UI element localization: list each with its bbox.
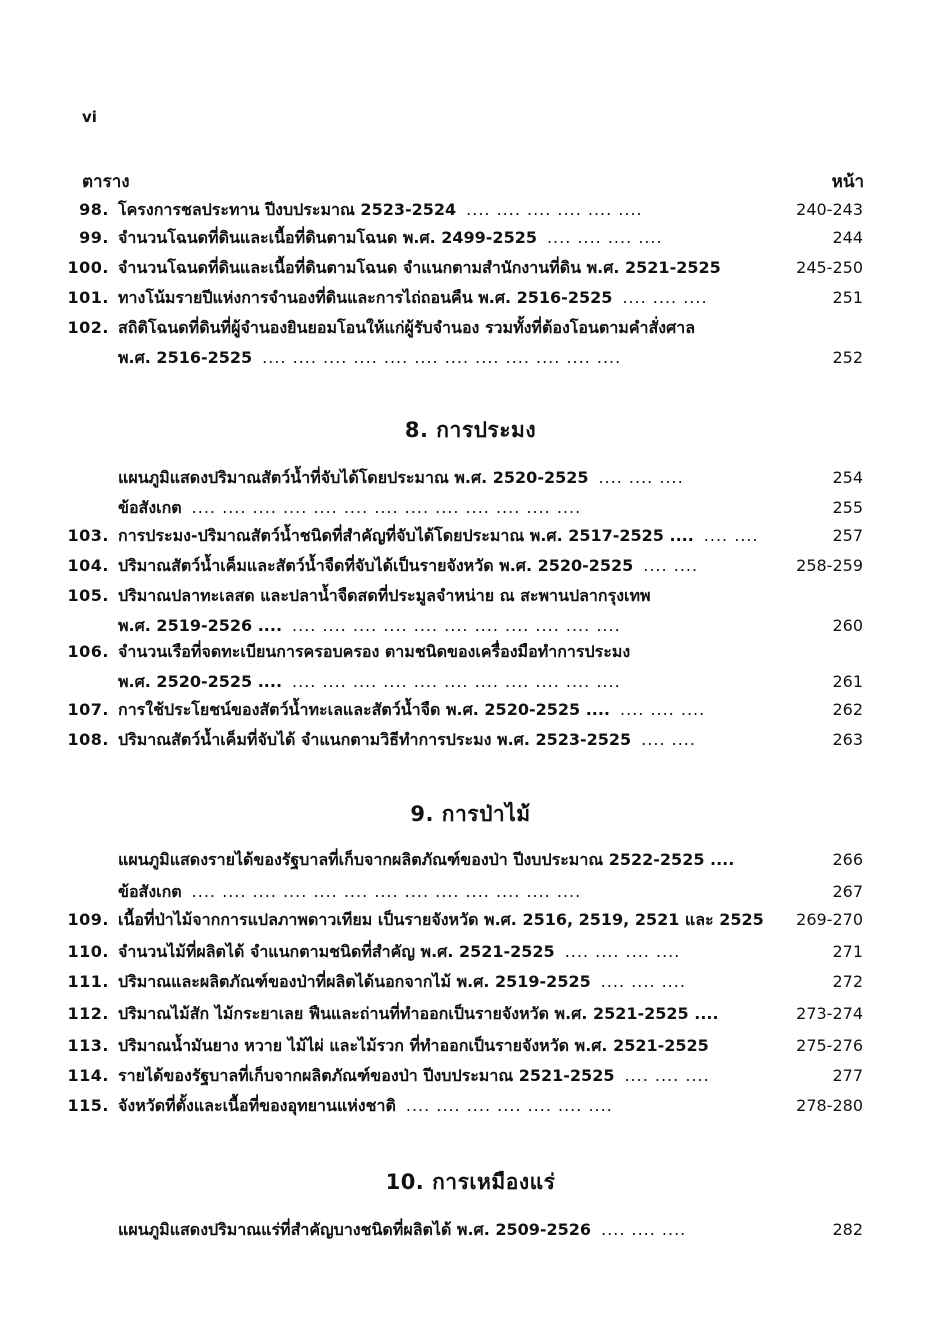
entry-number: 111. bbox=[67, 972, 109, 991]
entry-number: 109. bbox=[67, 910, 109, 929]
toc-entry bbox=[0, 1000, 941, 1028]
entry-number: 101. bbox=[67, 288, 109, 307]
entry-number: 106. bbox=[67, 642, 109, 661]
entry-page: 267 bbox=[832, 882, 863, 901]
entry-title: จำนวนโฉนดที่ดินและเนื้อที่ดินตามโฉนด จำแนกตามสำนักงานที่ดิน พ.ศ. 2521-2525 bbox=[118, 258, 721, 277]
toc-entry bbox=[0, 696, 941, 724]
entry-page: 240-243 bbox=[796, 200, 863, 219]
leader-dots: .... .... .... bbox=[622, 288, 708, 307]
leader-dots: .... .... .... .... .... .... .... .... .... .... .... bbox=[292, 672, 621, 691]
leader-dots: .... .... .... .... .... .... .... bbox=[405, 1096, 613, 1115]
entry-title: พ.ศ. 2520-2525 .... .... .... .... .... .... .... .... .... .... .... .... bbox=[118, 672, 621, 691]
leader-dots: .... .... .... .... .... .... .... .... .... .... .... .... bbox=[262, 348, 622, 367]
leader-dots: .... .... bbox=[703, 526, 759, 545]
entry-title: จำนวนไม้ที่ผลิตได้ จำแนกตามชนิดที่สำคัญ พ.ศ. 2521-2525 .... .... .... .... bbox=[118, 942, 681, 961]
entry-page: 257 bbox=[832, 526, 863, 545]
entry-page: 255 bbox=[832, 498, 863, 517]
entry-title: พ.ศ. 2516-2525 .... .... .... .... .... .... .... .... .... .... .... .... bbox=[118, 348, 622, 367]
toc-entry bbox=[0, 1092, 941, 1120]
toc-entry bbox=[0, 464, 941, 492]
entry-title: เนื้อที่ป่าไม้จากการแปลภาพดาวเทียม เป็นรายจังหวัด พ.ศ. 2516, 2519, 2521 และ 2525 bbox=[118, 910, 764, 929]
entry-number: 98. bbox=[79, 200, 109, 219]
entry-number: 115. bbox=[67, 1096, 109, 1115]
entry-page: 273-274 bbox=[796, 1004, 863, 1023]
leader-dots: .... .... .... bbox=[598, 468, 684, 487]
leader-dots: .... .... bbox=[643, 556, 699, 575]
toc-entry bbox=[0, 522, 941, 550]
entry-page: 254 bbox=[832, 468, 863, 487]
toc-header bbox=[82, 168, 864, 192]
entry-page: 252 bbox=[832, 348, 863, 367]
entry-page: 261 bbox=[832, 672, 863, 691]
entry-page: 272 bbox=[832, 972, 863, 991]
entry-page: 251 bbox=[832, 288, 863, 307]
toc-entry bbox=[0, 552, 941, 580]
entry-title: ทางโน้มรายปีแห่งการจำนองที่ดินและการไถ่ถอนคืน พ.ศ. 2516-2525 .... .... .... bbox=[118, 288, 708, 307]
entry-title: สถิติโฉนดที่ดินที่ผู้จำนองยินยอมโอนให้แก่ผู้รับจำนอง รวมทั้งที่ต้องโอนตามคำสั่งศาล bbox=[118, 318, 696, 337]
entry-page: 278-280 bbox=[796, 1096, 863, 1115]
entry-number: 100. bbox=[67, 258, 109, 277]
entry-page: 271 bbox=[832, 942, 863, 961]
leader-dots: .... .... .... bbox=[620, 700, 706, 719]
entry-number: 99. bbox=[79, 228, 109, 247]
entry-title: พ.ศ. 2519-2526 .... .... .... .... .... .... .... .... .... .... .... .... bbox=[118, 616, 621, 635]
page-number: vi bbox=[82, 108, 97, 126]
entry-title: ปริมาณปลาทะเลสด และปลาน้ำจืดสดที่ประมูลจำหน่าย ณ สะพานปลากรุงเทพ bbox=[118, 586, 651, 605]
entry-page: 263 bbox=[832, 730, 863, 749]
leader-dots: .... .... .... .... .... .... .... .... .... .... .... .... .... bbox=[191, 498, 582, 517]
entry-page: 269-270 bbox=[796, 910, 863, 929]
entry-page: 266 bbox=[832, 850, 863, 869]
section-heading-mining: 10. การเหมืองแร่ bbox=[385, 1170, 556, 1194]
entry-page: 245-250 bbox=[796, 258, 863, 277]
leader-dots: .... .... bbox=[641, 730, 696, 749]
entry-number: 112. bbox=[67, 1004, 109, 1023]
entry-page: 262 bbox=[832, 700, 863, 719]
toc-entry bbox=[0, 314, 941, 342]
entry-number: 105. bbox=[67, 586, 109, 605]
toc-entry-continuation bbox=[0, 668, 941, 696]
header-page-label: หน้า bbox=[831, 172, 864, 192]
toc-entry bbox=[0, 1062, 941, 1090]
toc-entry bbox=[0, 906, 941, 934]
entry-page: 244 bbox=[832, 228, 863, 247]
leader-dots: .... .... .... bbox=[600, 972, 686, 991]
entry-title: จังหวัดที่ตั้งและเนื้อที่ของอุทยานแห่งชาติ .... .... .... .... .... .... .... bbox=[118, 1096, 613, 1115]
entry-title: ข้อสังเกต .... .... .... .... .... .... .... .... .... .... .... .... .... bbox=[118, 498, 582, 517]
entry-page: 258-259 bbox=[796, 556, 863, 575]
toc-entry-continuation bbox=[0, 344, 941, 372]
toc-entry bbox=[0, 494, 941, 522]
toc-entry bbox=[0, 726, 941, 754]
entry-number: 104. bbox=[67, 556, 109, 575]
entry-title: ปริมาณสัตว์น้ำเค็มและสัตว์น้ำจืดที่จับได้เป็นรายจังหวัด พ.ศ. 2520-2525 .... .... bbox=[118, 556, 699, 575]
entry-page: 275-276 bbox=[796, 1036, 863, 1055]
entry-page: 282 bbox=[832, 1220, 863, 1239]
entry-page: 277 bbox=[832, 1066, 863, 1085]
entry-title: การใช้ประโยชน์ของสัตว์น้ำทะเลและสัตว์น้ำจืด พ.ศ. 2520-2525 .... .... .... .... bbox=[118, 700, 706, 719]
entry-page: 260 bbox=[832, 616, 863, 635]
leader-dots: .... .... .... bbox=[624, 1066, 710, 1085]
section-heading-fishery: 8. การประมง bbox=[404, 418, 537, 442]
leader-dots: .... .... .... bbox=[601, 1220, 687, 1239]
entry-title: ปริมาณและผลิตภัณฑ์ของป่าที่ผลิตได้นอกจากไม้ พ.ศ. 2519-2525 .... .... .... bbox=[118, 972, 686, 991]
toc-entry bbox=[0, 224, 941, 252]
entry-number: 103. bbox=[67, 526, 109, 545]
entry-number: 113. bbox=[67, 1036, 109, 1055]
entry-title: การประมง-ปริมาณสัตว์น้ำชนิดที่สำคัญที่จับได้โดยประมาณ พ.ศ. 2517-2525 .... .... .... bbox=[118, 526, 759, 545]
toc-entry bbox=[0, 196, 941, 224]
toc-entry-continuation bbox=[0, 612, 941, 640]
entry-title: แผนภูมิแสดงปริมาณแร่ที่สำคัญบางชนิดที่ผลิตได้ พ.ศ. 2509-2526 .... .... .... bbox=[118, 1220, 687, 1239]
leader-dots: .... .... .... .... bbox=[564, 942, 681, 961]
toc-entry bbox=[0, 582, 941, 610]
entry-number: 114. bbox=[67, 1066, 109, 1085]
entry-title: รายได้ของรัฐบาลที่เก็บจากผลิตภัณฑ์ของป่า ปีงบประมาณ 2521-2525 .... .... .... bbox=[118, 1066, 710, 1085]
entry-title: แผนภูมิแสดงปริมาณสัตว์น้ำที่จับได้โดยประมาณ พ.ศ. 2520-2525 .... .... .... bbox=[118, 468, 684, 487]
entry-title: โครงการชลประทาน ปีงบประมาณ 2523-2524 .... .... .... .... .... .... bbox=[118, 200, 643, 219]
entry-number: 108. bbox=[67, 730, 109, 749]
leader-dots: .... .... .... .... .... .... bbox=[466, 200, 643, 219]
leader-dots: .... .... .... .... .... .... .... .... .... .... .... bbox=[292, 616, 621, 635]
toc-entry bbox=[0, 638, 941, 666]
toc-entry bbox=[0, 1032, 941, 1060]
toc-entry bbox=[0, 846, 941, 874]
entry-title: แผนภูมิแสดงรายได้ของรัฐบาลที่เก็บจากผลิตภัณฑ์ของป่า ปีงบประมาณ 2522-2525 .... bbox=[118, 850, 735, 869]
toc-entry bbox=[0, 284, 941, 312]
entry-title: ข้อสังเกต .... .... .... .... .... .... .... .... .... .... .... .... .... bbox=[118, 882, 582, 901]
entry-title: จำนวนโฉนดที่ดินและเนื้อที่ดินตามโฉนด พ.ศ. 2499-2525 .... .... .... .... bbox=[118, 228, 663, 247]
entry-title: ปริมาณน้ำมันยาง หวาย ไม้ไผ่ และไม้รวก ที่ทำออกเป็นรายจังหวัด พ.ศ. 2521-2525 bbox=[118, 1036, 709, 1055]
leader-dots: .... .... .... .... .... .... .... .... .... .... .... .... .... bbox=[191, 882, 582, 901]
toc-entry bbox=[0, 254, 941, 282]
entry-title: ปริมาณสัตว์น้ำเค็มที่จับได้ จำแนกตามวิธีทำการประมง พ.ศ. 2523-2525 .... .... bbox=[118, 730, 696, 749]
toc-entry bbox=[0, 878, 941, 906]
entry-number: 102. bbox=[67, 318, 109, 337]
leader-dots: .... .... .... .... bbox=[546, 228, 663, 247]
entry-number: 107. bbox=[67, 700, 109, 719]
entry-title: จำนวนเรือที่จดทะเบียนการครอบครอง ตามชนิดของเครื่องมือทำการประมง bbox=[118, 642, 631, 661]
entry-title: ปริมาณไม้สัก ไม้กระยาเลย ฟืนและถ่านที่ทำออกเป็นรายจังหวัด พ.ศ. 2521-2525 .... bbox=[118, 1004, 719, 1023]
entry-number: 110. bbox=[67, 942, 109, 961]
header-table-label: ตาราง bbox=[82, 172, 130, 192]
toc-entry bbox=[0, 968, 941, 996]
toc-entry bbox=[0, 938, 941, 966]
toc-entry bbox=[0, 1216, 941, 1244]
section-heading-forestry: 9. การป่าไม้ bbox=[410, 802, 531, 826]
